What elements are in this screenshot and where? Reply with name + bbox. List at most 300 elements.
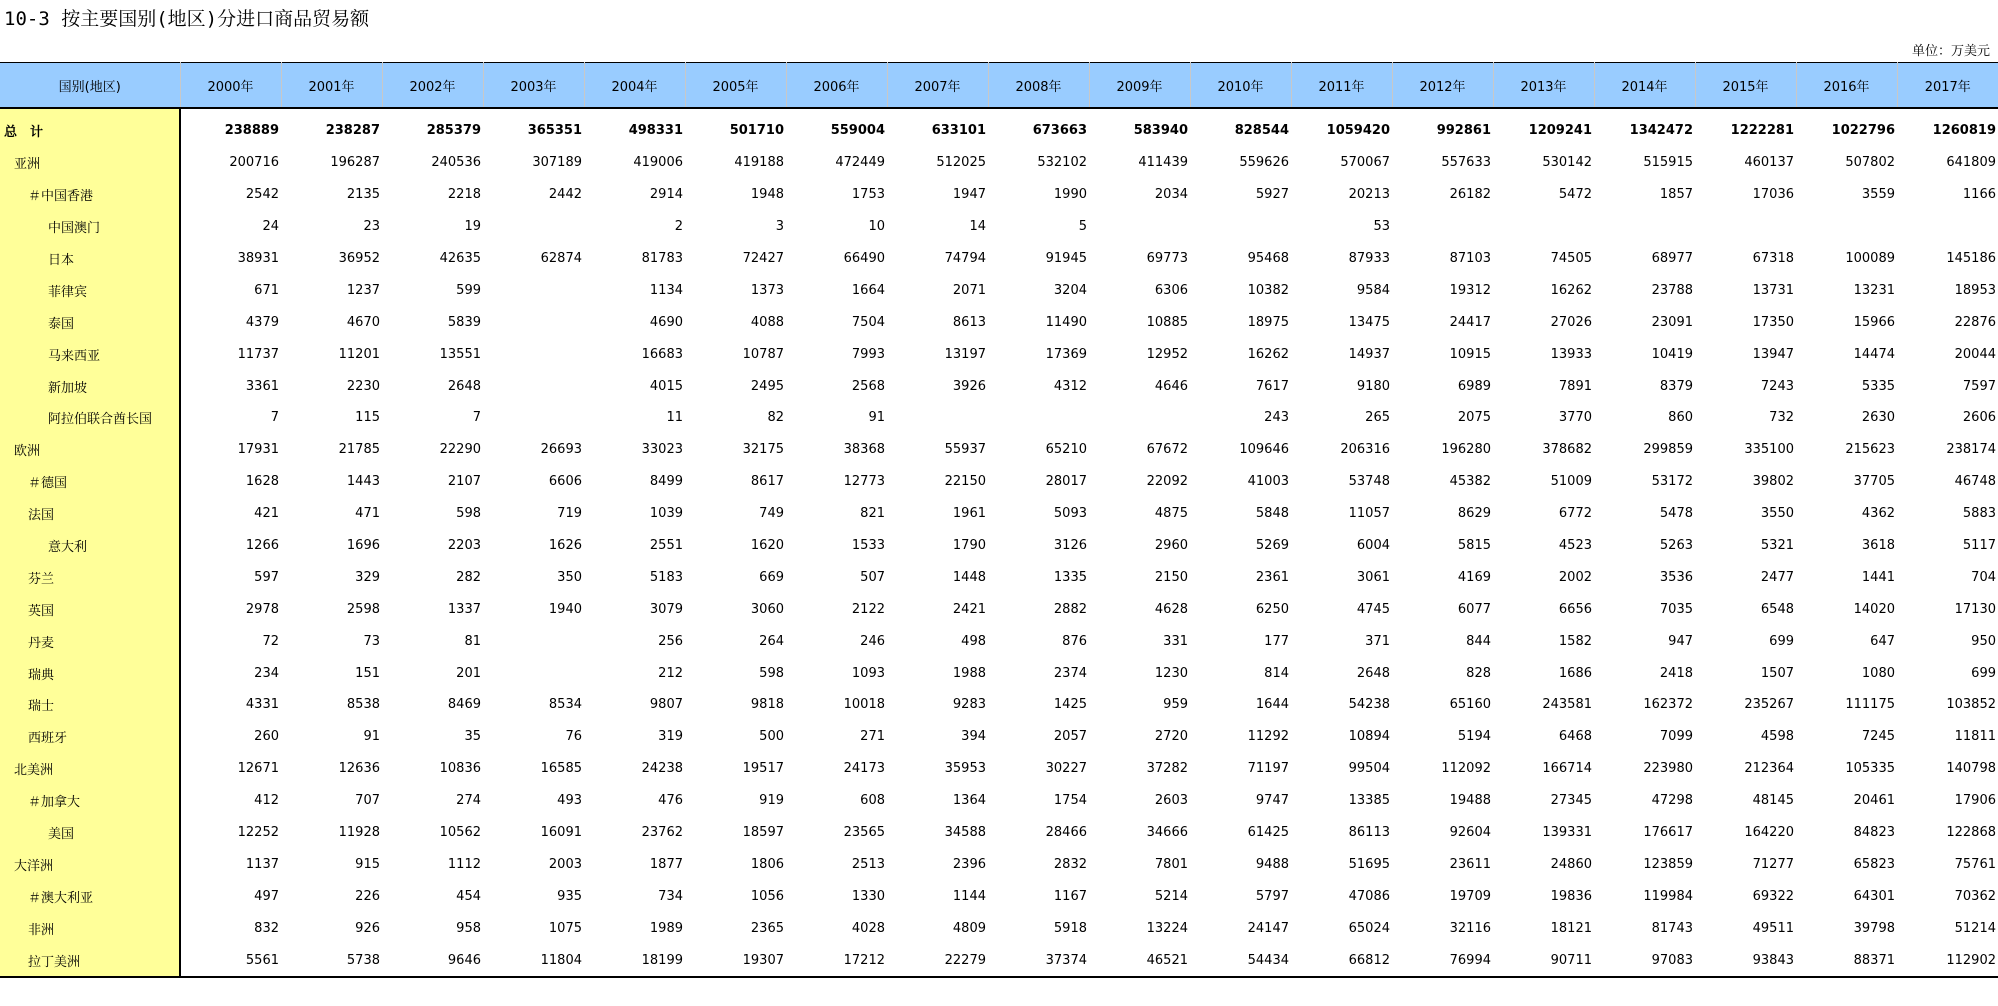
table-cell: 64301 (1853, 888, 1895, 904)
table-cell: 2598 (346, 601, 380, 617)
table-cell: 669 (759, 569, 784, 585)
table-cell: 28017 (1045, 474, 1087, 490)
table-cell: 7801 (1154, 856, 1188, 872)
table-cell (483, 657, 584, 689)
table-cell: 498 (961, 633, 986, 649)
table-cell: 704 (1971, 569, 1996, 585)
table-cell: 109646 (1239, 442, 1289, 458)
table-cell: 91945 (1045, 251, 1087, 266)
table-cell: 20213 (1348, 187, 1390, 203)
table-cell: 2365 (750, 920, 784, 936)
table-cell: 4523 (1558, 538, 1592, 554)
table-cell: 515915 (1643, 155, 1693, 171)
table-cell: 10915 (1449, 346, 1491, 362)
table-cell: 17369 (1045, 346, 1087, 362)
table-cell: 20461 (1853, 793, 1895, 809)
table-cell: 5927 (1255, 187, 1289, 203)
row-label: 日本 (0, 243, 180, 275)
table-cell: 2374 (1053, 665, 1087, 681)
table-cell: 1753 (851, 187, 885, 203)
table-cell: 365351 (527, 123, 582, 139)
table-cell: 1112 (447, 856, 481, 872)
table-cell: 30227 (1045, 761, 1087, 777)
table-cell: 1209241 (1528, 123, 1592, 139)
table-cell: 471 (355, 506, 380, 522)
table-cell: 2396 (952, 856, 986, 872)
table-cell: 2978 (245, 601, 279, 617)
table-cell: 1620 (750, 538, 784, 554)
table-cell: 238174 (1946, 442, 1996, 458)
table-cell: 394 (961, 729, 986, 745)
table-cell: 19709 (1449, 888, 1491, 904)
table-cell: 69322 (1752, 888, 1794, 904)
row-label: 中国澳门 (0, 211, 180, 243)
table-cell: 5194 (1457, 729, 1491, 745)
table-cell: 641809 (1946, 155, 1996, 171)
row-label: ＃德国 (0, 466, 180, 498)
table-cell: 1039 (649, 506, 683, 522)
column-header-year: 2009年 (1089, 63, 1190, 109)
table-cell: 1644 (1255, 697, 1289, 713)
table-cell: 419188 (734, 155, 784, 171)
table-row (0, 147, 1998, 179)
row-label: 非洲 (0, 912, 180, 944)
table-cell: 6250 (1255, 601, 1289, 617)
table-cell: 2203 (447, 538, 481, 554)
table-cell: 1628 (245, 474, 279, 490)
table-cell: 17931 (237, 442, 279, 458)
table-cell: 20044 (1954, 346, 1996, 362)
table-cell (483, 625, 584, 657)
table-cell: 1582 (1558, 633, 1592, 649)
table-cell: 992861 (1436, 123, 1491, 139)
table-cell: 719 (557, 506, 582, 522)
table-cell: 28466 (1045, 825, 1087, 841)
table-cell: 19312 (1449, 282, 1491, 298)
table-cell: 282 (456, 569, 481, 585)
table-cell: 2003 (548, 856, 582, 872)
table-cell: 671 (254, 282, 279, 298)
table-cell: 4690 (649, 314, 683, 330)
table-cell: 16683 (641, 346, 683, 362)
table-cell: 61425 (1247, 825, 1289, 841)
table-cell: 285379 (426, 123, 481, 139)
table-cell: 5335 (1861, 378, 1895, 394)
table-cell: 246 (860, 633, 885, 649)
table-cell: 24173 (843, 761, 885, 777)
table-cell: 299859 (1643, 442, 1693, 458)
table-cell: 162372 (1643, 697, 1693, 713)
table-cell: 5263 (1659, 538, 1693, 554)
table-cell: 48145 (1752, 793, 1794, 809)
table-cell: 18975 (1247, 314, 1289, 330)
table-cell: 256 (658, 633, 683, 649)
table-cell: 1093 (851, 665, 885, 681)
table-cell: 11057 (1348, 506, 1390, 522)
table-cell: 1335 (1053, 569, 1087, 585)
row-label: ＃中国香港 (0, 179, 180, 211)
table-cell: 226 (355, 888, 380, 904)
table-cell: 412 (254, 793, 279, 809)
column-header-year: 2016年 (1796, 63, 1897, 109)
table-cell: 9488 (1255, 856, 1289, 872)
row-label: ＃加拿大 (0, 785, 180, 817)
table-cell: 7617 (1255, 378, 1289, 394)
row-label: 英国 (0, 593, 180, 625)
row-label: 美国 (0, 817, 180, 849)
table-cell: 2418 (1659, 665, 1693, 681)
table-cell: 3061 (1356, 569, 1390, 585)
table-cell: 67318 (1752, 251, 1794, 266)
table-cell: 14 (969, 219, 986, 235)
table-cell: 13475 (1348, 314, 1390, 330)
table-cell: 8469 (447, 697, 481, 713)
table-cell: 4598 (1760, 729, 1794, 745)
table-cell: 6989 (1457, 378, 1491, 394)
table-cell: 86113 (1348, 825, 1390, 841)
table-cell: 271 (860, 729, 885, 745)
table-cell: 7243 (1760, 378, 1794, 394)
table-cell: 26182 (1449, 187, 1491, 203)
table-cell: 35 (464, 729, 481, 745)
table-cell: 87103 (1449, 251, 1491, 266)
table-cell: 66490 (843, 251, 885, 266)
table-cell: 35953 (944, 761, 986, 777)
column-header-year: 2010年 (1190, 63, 1291, 109)
table-cell: 958 (456, 920, 481, 936)
table-cell: 2230 (346, 378, 380, 394)
table-cell: 260 (254, 729, 279, 745)
table-cell: 860 (1668, 410, 1693, 426)
table-cell: 821 (860, 506, 885, 522)
table-cell: 212364 (1744, 761, 1794, 777)
table-cell: 46748 (1954, 474, 1996, 490)
table-cell: 45382 (1449, 474, 1491, 490)
table-cell: 11928 (338, 825, 380, 841)
table-cell: 1696 (346, 538, 380, 554)
table-cell: 1990 (1053, 187, 1087, 203)
table-row (0, 370, 1998, 402)
table-cell: 23611 (1449, 856, 1491, 872)
table-cell: 9747 (1255, 793, 1289, 809)
table-cell: 2361 (1255, 569, 1289, 585)
table-cell: 4331 (245, 697, 279, 713)
table-cell: 265 (1365, 410, 1390, 426)
table-cell: 2 (674, 219, 683, 235)
table-cell: 11737 (237, 346, 279, 362)
table-cell: 2002 (1558, 569, 1592, 585)
row-label: 大洋洲 (0, 848, 180, 880)
column-header-year: 2013年 (1493, 63, 1594, 109)
table-cell: 926 (355, 920, 380, 936)
table-cell: 2034 (1154, 187, 1188, 203)
table-cell: 201 (456, 665, 481, 681)
table-cell: 206316 (1340, 442, 1390, 458)
row-label: 丹麦 (0, 625, 180, 657)
table-row (0, 593, 1998, 625)
table-cell: 8538 (346, 697, 380, 713)
table-cell: 122868 (1946, 825, 1996, 841)
table-cell: 17906 (1954, 793, 1996, 809)
table-cell: 13197 (944, 346, 986, 362)
table-cell: 62874 (540, 251, 582, 266)
table-cell: 1961 (952, 506, 986, 522)
table-cell: 2442 (548, 187, 582, 203)
row-label: 欧洲 (0, 434, 180, 466)
table-row (0, 944, 1998, 977)
table-row (0, 211, 1998, 243)
table-cell: 5093 (1053, 506, 1087, 522)
table-cell: 22290 (439, 442, 481, 458)
table-cell: 176617 (1643, 825, 1693, 841)
table-cell (483, 211, 584, 243)
column-header-year: 2014年 (1594, 63, 1695, 109)
table-cell: 103852 (1946, 697, 1996, 713)
table-cell: 1337 (447, 601, 481, 617)
table-cell: 2648 (1356, 665, 1390, 681)
table-cell: 140798 (1946, 761, 1996, 777)
table-cell: 9646 (382, 944, 483, 977)
table-cell: 19517 (742, 761, 784, 777)
table-cell: 9283 (952, 697, 986, 713)
table-cell: 507802 (1845, 155, 1895, 171)
table-cell: 1137 (245, 856, 279, 872)
table-cell: 1806 (750, 856, 784, 872)
table-row (0, 880, 1998, 912)
table-cell: 1448 (952, 569, 986, 585)
table-cell: 1167 (1053, 888, 1087, 904)
table-cell: 1266 (245, 538, 279, 554)
table-cell: 65160 (1449, 697, 1491, 713)
table-cell: 16585 (540, 761, 582, 777)
table-cell: 105335 (1845, 761, 1895, 777)
table-cell: 41003 (1247, 474, 1289, 490)
table-cell: 6548 (1760, 601, 1794, 617)
table-cell: 2107 (447, 474, 481, 490)
table-cell: 34666 (1146, 825, 1188, 841)
table-cell: 81743 (1651, 920, 1693, 936)
table-cell: 264 (759, 633, 784, 649)
table-cell: 10562 (439, 825, 481, 841)
table-cell: 2832 (1053, 856, 1087, 872)
table-row (0, 306, 1998, 338)
table-cell: 12773 (843, 474, 885, 490)
row-label: 法国 (0, 498, 180, 530)
table-cell: 243581 (1542, 697, 1592, 713)
table-cell: 67672 (1146, 442, 1188, 458)
table-cell: 8629 (1457, 506, 1491, 522)
column-header-year: 2001年 (281, 63, 382, 109)
column-header-year: 2015年 (1695, 63, 1796, 109)
table-cell: 1790 (952, 538, 986, 554)
table-cell: 11804 (483, 944, 584, 977)
table-cell: 23091 (1651, 314, 1693, 330)
table-cell: 139331 (1542, 825, 1592, 841)
table-cell: 2150 (1154, 569, 1188, 585)
table-cell: 8534 (548, 697, 582, 713)
table-cell: 2218 (447, 187, 481, 203)
table-cell: 1022796 (1831, 123, 1895, 139)
table-cell: 844 (1466, 633, 1491, 649)
table-cell: 13947 (1752, 346, 1794, 362)
table-cell: 27345 (1550, 793, 1592, 809)
table-cell: 23 (363, 219, 380, 235)
table-cell: 72 (262, 633, 279, 649)
table-cell: 74505 (1550, 251, 1592, 266)
table-cell: 1260819 (1932, 123, 1996, 139)
table-cell: 530142 (1542, 155, 1592, 171)
row-label: 阿拉伯联合酋长国 (0, 402, 180, 434)
table-cell: 39798 (1853, 920, 1895, 936)
table-cell: 47086 (1348, 888, 1390, 904)
table-cell: 732 (1769, 410, 1794, 426)
table-cell: 72427 (742, 251, 784, 266)
table-cell: 1754 (1053, 793, 1087, 809)
table-cell: 6656 (1558, 601, 1592, 617)
table-cell: 828 (1466, 665, 1491, 681)
table-cell: 32175 (742, 442, 784, 458)
table-cell: 9180 (1356, 378, 1390, 394)
table-cell: 1989 (649, 920, 683, 936)
table-cell: 598 (759, 665, 784, 681)
table-cell: 13224 (1146, 920, 1188, 936)
table-row (0, 753, 1998, 785)
table-cell: 2551 (649, 538, 683, 554)
table-cell: 3079 (649, 601, 683, 617)
table-cell: 91 (363, 729, 380, 745)
table-cell: 2075 (1457, 410, 1491, 426)
table-cell: 240536 (431, 155, 481, 171)
table-cell: 2421 (952, 601, 986, 617)
table-cell: 1507 (1760, 665, 1794, 681)
table-cell: 1664 (851, 282, 885, 298)
row-label: 泰国 (0, 306, 180, 338)
table-cell: 3536 (1659, 569, 1693, 585)
table-cell: 5918 (1053, 920, 1087, 936)
table-cell: 4745 (1356, 601, 1390, 617)
table-cell: 13551 (439, 346, 481, 362)
table-cell: 876 (1062, 633, 1087, 649)
table-cell: 498331 (628, 123, 683, 139)
table-cell: 19 (464, 219, 481, 235)
table-cell: 18121 (1550, 920, 1592, 936)
table-cell: 97083 (1594, 944, 1695, 977)
table-cell: 8379 (1659, 378, 1693, 394)
table-row (0, 721, 1998, 753)
table-cell: 559626 (1239, 155, 1289, 171)
table-cell: 9818 (750, 697, 784, 713)
table-cell: 24238 (641, 761, 683, 777)
table-cell: 2057 (1053, 729, 1087, 745)
table-cell: 22876 (1954, 314, 1996, 330)
table-cell: 4646 (1154, 378, 1188, 394)
table-cell: 223980 (1643, 761, 1693, 777)
table-cell: 4628 (1154, 601, 1188, 617)
table-cell: 1443 (346, 474, 380, 490)
table-cell: 37705 (1853, 474, 1895, 490)
table-cell: 76994 (1392, 944, 1493, 977)
table-cell: 3126 (1053, 538, 1087, 554)
table-cell: 5883 (1962, 506, 1996, 522)
table-cell: 53172 (1651, 474, 1693, 490)
table-cell: 1166 (1962, 187, 1996, 203)
table-cell: 37282 (1146, 761, 1188, 777)
table-cell: 1373 (750, 282, 784, 298)
table-cell: 3361 (245, 378, 279, 394)
table-cell: 212 (658, 665, 683, 681)
table-cell: 3 (775, 219, 784, 235)
table-cell: 647 (1870, 633, 1895, 649)
table-cell: 91 (868, 410, 885, 426)
table-cell: 3559 (1861, 187, 1895, 203)
table-row (0, 530, 1998, 562)
table-cell: 19836 (1550, 888, 1592, 904)
table-cell: 2568 (851, 378, 885, 394)
column-header-region: 国别(地区) (0, 63, 180, 109)
table-cell: 2603 (1154, 793, 1188, 809)
table-cell: 7035 (1659, 601, 1693, 617)
table-cell: 5472 (1558, 187, 1592, 203)
table-cell: 559004 (830, 123, 885, 139)
table-cell (483, 338, 584, 370)
table-cell: 608 (860, 793, 885, 809)
table-cell: 26693 (540, 442, 582, 458)
column-header-year: 2008年 (988, 63, 1089, 109)
table-cell: 2882 (1053, 601, 1087, 617)
table-cell: 11 (666, 410, 683, 426)
table-cell: 54434 (1190, 944, 1291, 977)
table-cell: 17212 (786, 944, 887, 977)
table-cell: 1056 (750, 888, 784, 904)
table-cell: 1075 (548, 920, 582, 936)
table-cell: 11811 (1954, 729, 1996, 745)
table-cell: 1533 (851, 538, 885, 554)
table-cell: 81 (464, 633, 481, 649)
table-cell: 84823 (1853, 825, 1895, 841)
table-cell: 598 (456, 506, 481, 522)
table-cell: 88371 (1796, 944, 1897, 977)
table-cell: 7597 (1962, 378, 1996, 394)
table-cell: 196287 (330, 155, 380, 171)
row-label: 新加坡 (0, 370, 180, 402)
table-cell: 2914 (649, 187, 683, 203)
table-cell: 70362 (1954, 888, 1996, 904)
table-cell: 81783 (641, 251, 683, 266)
table-cell: 5478 (1659, 506, 1693, 522)
table-cell (1089, 402, 1190, 434)
table-cell: 18597 (742, 825, 784, 841)
table-cell: 18953 (1954, 282, 1996, 298)
table-cell: 1059420 (1326, 123, 1390, 139)
table-cell: 115 (355, 410, 380, 426)
table-cell: 51214 (1954, 920, 1996, 936)
table-cell: 832 (254, 920, 279, 936)
table-row (0, 179, 1998, 211)
table-cell: 5815 (1457, 538, 1491, 554)
table-row (0, 912, 1998, 944)
table-cell: 699 (1971, 665, 1996, 681)
table-cell: 14937 (1348, 346, 1390, 362)
table-cell: 597 (254, 569, 279, 585)
column-header-year: 2006年 (786, 63, 887, 109)
table-cell: 151 (355, 665, 380, 681)
table-cell: 7993 (851, 346, 885, 362)
table-cell: 421 (254, 506, 279, 522)
table-cell: 947 (1668, 633, 1693, 649)
table-cell: 1080 (1861, 665, 1895, 681)
table-cell: 65823 (1853, 856, 1895, 872)
table-cell: 1988 (952, 665, 986, 681)
